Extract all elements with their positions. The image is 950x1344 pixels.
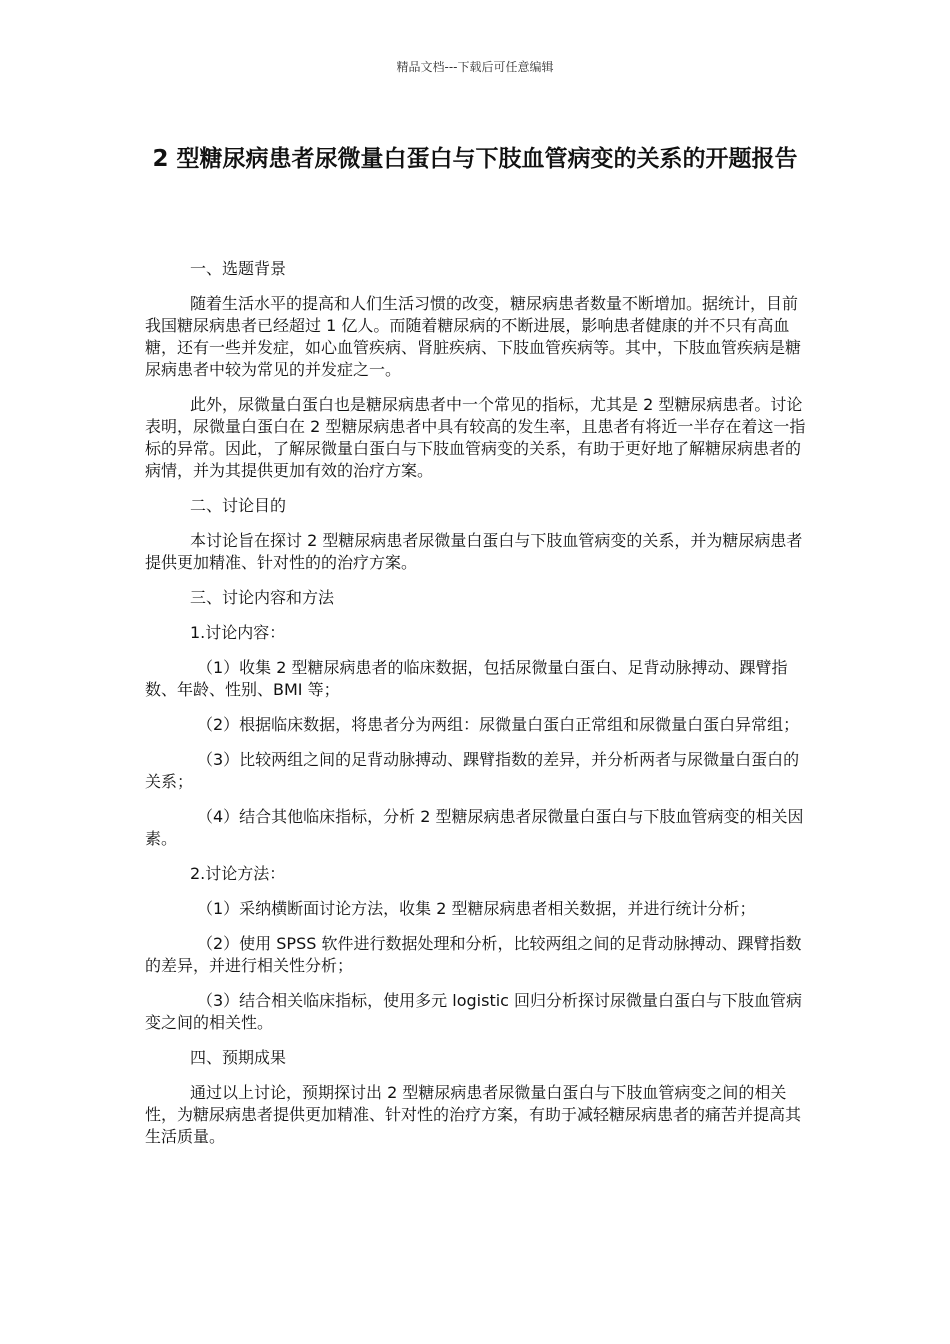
paragraph: 此外，尿微量白蛋白也是糖尿病患者中一个常见的指标，尤其是 2 型糖尿病患者。讨论表明，尿微量白蛋白在 2 型糖尿病患者中具有较高的发生率，且患者有将近一半存在着这一指标的异常。因此，了解尿微量白蛋白与下肢血管病变的关系，有助于更好地了解糖尿病患者的病情，并为其提供更加有效的治疗方案。 xyxy=(145,395,806,480)
subsection-heading-methods: 2.讨论方法： xyxy=(190,864,286,883)
subsection-heading-content: 1.讨论内容： xyxy=(190,623,286,642)
page-header-note: 精品文档---下载后可任意编辑 xyxy=(396,60,554,74)
list-item: （1）收集 2 型糖尿病患者的临床数据，包括尿微量白蛋白、足背动脉搏动、踝臂指数、年龄、性别、BMI 等； xyxy=(145,658,788,699)
section-heading-background: 一、选题背景 xyxy=(190,259,287,278)
section-heading-purpose: 二、讨论目的 xyxy=(190,496,287,515)
section-heading-content-methods: 三、讨论内容和方法 xyxy=(190,588,335,607)
paragraph: 随着生活水平的提高和人们生活习惯的改变，糖尿病患者数量不断增加。据统计，目前我国糖尿病患者已经超过 1 亿人。而随着糖尿病的不断进展，影响患者健康的并不只有高血糖，还有一些并发症，如心血管疾病、肾脏疾病、下肢血管疾病等。其中，下肢血管疾病是糖尿病患者中较为常见的并发症之一。 xyxy=(145,294,802,379)
paragraph: 通过以上讨论，预期探讨出 2 型糖尿病患者尿微量白蛋白与下肢血管病变之间的相关性，为糖尿病患者提供更加精准、针对性的治疗方案，有助于减轻糖尿病患者的痛苦并提高其生活质量。 xyxy=(145,1083,802,1146)
list-item: （3）结合相关临床指标，使用多元 logistic 回归分析探讨尿微量白蛋白与下肢血管病变之间的相关性。 xyxy=(145,991,803,1032)
list-item: （2）使用 SPSS 软件进行数据处理和分析，比较两组之间的足背动脉搏动、踝臂指数的差异，并进行相关性分析； xyxy=(145,934,802,975)
section-heading-expected-results: 四、预期成果 xyxy=(190,1048,287,1067)
document-body xyxy=(145,258,813,1161)
list-item: （3）比较两组之间的足背动脉搏动、踝臂指数的差异，并分析两者与尿微量白蛋白的关系； xyxy=(145,750,800,791)
document-title: 2 型糖尿病患者尿微量白蛋白与下肢血管病变的关系的开题报告 xyxy=(152,146,798,172)
list-item: （2）根据临床数据，将患者分为两组：尿微量白蛋白正常组和尿微量白蛋白异常组； xyxy=(197,715,800,734)
paragraph: 本讨论旨在探讨 2 型糖尿病患者尿微量白蛋白与下肢血管病变的关系，并为糖尿病患者提供更加精准、针对性的的治疗方案。 xyxy=(145,531,803,572)
list-item: （1）采纳横断面讨论方法，收集 2 型糖尿病患者相关数据，并进行统计分析； xyxy=(197,899,756,918)
list-item: （4）结合其他临床指标，分析 2 型糖尿病患者尿微量白蛋白与下肢血管病变的相关因素。 xyxy=(145,807,804,848)
